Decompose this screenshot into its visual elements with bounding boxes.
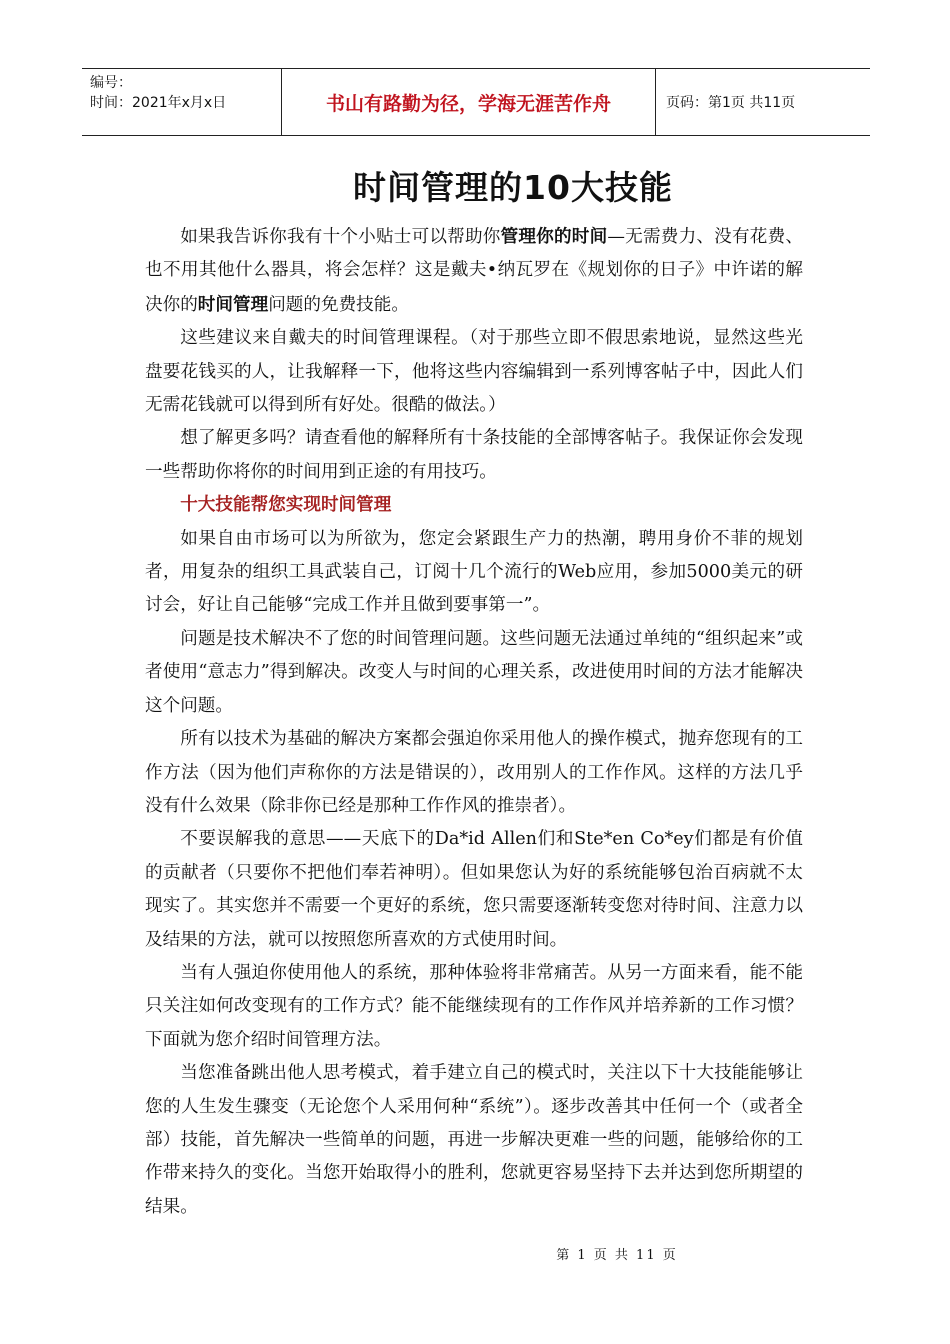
bold-link-text: 管理你的时间 [500, 226, 608, 247]
paragraph: 当您准备跳出他人思考模式，着手建立自己的模式时，关注以下十大技能能够让您的人生发生骤变（无论您个人采用何种“系统”）。逐步改善其中任何一个（或者全部）技能，首先解决一些简单的问题，再进一步解决更难一些的问题，能够给你的工作带来持久的变化。当您开始取得小的胜利，您就更容易坚持下去并达到您所期望的结果。 [145, 1063, 803, 1217]
page-header [82, 68, 870, 136]
header-page-info: 页码：第1页 共11页 [666, 95, 796, 111]
paragraph: 问题是技术解决不了您的时间管理问题。这些问题无法通过单纯的“组织起来”或者使用“意志力”得到解决。改变人与时间的心理关系，改进使用时间的方法才能解决这个问题。 [145, 628, 803, 716]
text-span: —无需费力、没有花费、也不用其他什么器具，将会怎样？这是戴夫•纳瓦罗在《规划你的日子》中许诺的解决你的 [145, 227, 803, 315]
time-label: 时间：2021年x月x日 [90, 95, 227, 111]
bold-link-text: 时间管理 [197, 293, 269, 315]
text-span: 如果我告诉你我有十个小贴士可以帮助你 [180, 227, 501, 247]
page-footer: 第 1 页 共 11 页 [556, 1248, 678, 1263]
document-body [145, 220, 803, 1224]
paragraph: 不要误解我的意思——天底下的Da*id Allen们和Ste*en Co*ey们都是有价值的贡献者（只要你不把他们奉若神明）。但如果您认为好的系统能够包治百病就不太现实了。其实您并不需要一个更好的系统，您只需要逐渐转变您对待时间、注意力以及结果的方法，就可以按照您所喜欢的方式使用时间。 [145, 829, 803, 950]
paragraph: 如果自由市场可以为所欲为，您定会紧跟生产力的热潮，聘用身价不菲的规划者，用复杂的组织工具武装自己，订阅十几个流行的Web应用，参加5000美元的研讨会，好让自己能够“完成工作并且做到要事第一”。 [145, 528, 803, 616]
header-motto: 书山有路勤为径，学海无涯苦作舟 [282, 69, 656, 135]
paragraph [145, 220, 803, 322]
paragraph: 当有人强迫你使用他人的系统，那种体验将非常痛苦。从另一方面来看，能不能只关注如何改变现有的工作方式？能不能继续现有的工作作风并培养新的工作习惯？下面就为您介绍时间管理方法。 [145, 962, 803, 1050]
paragraph: 这些建议来自戴夫的时间管理课程。（对于那些立即不假思索地说，显然这些光盘要花钱买的人，让我解释一下，他将这些内容编辑到一系列博客帖子中，因此人们无需花钱就可以得到所有好处。很酷的做法。） [145, 328, 803, 416]
text-span: 问题的免费技能。 [268, 294, 409, 315]
header-meta [82, 69, 282, 135]
section-heading: 十大技能帮您实现时间管理 [180, 495, 392, 516]
paragraph: 所有以技术为基础的解决方案都会强迫你采用他人的操作模式，抛弃您现有的工作方法（因为他们声称你的方法是错误的），改用别人的工作作风。这样的方法几乎没有什么效果（除非你已经是那种工作作风的推崇者）。 [145, 729, 803, 816]
code-label: 编号： [90, 75, 132, 91]
paragraph: 想了解更多吗？请查看他的解释所有十条技能的全部博客帖子。我保证你会发现一些帮助你将你的时间用到正途的有用技巧。 [145, 428, 803, 482]
document-title: 时间管理的10大技能 [353, 168, 673, 207]
